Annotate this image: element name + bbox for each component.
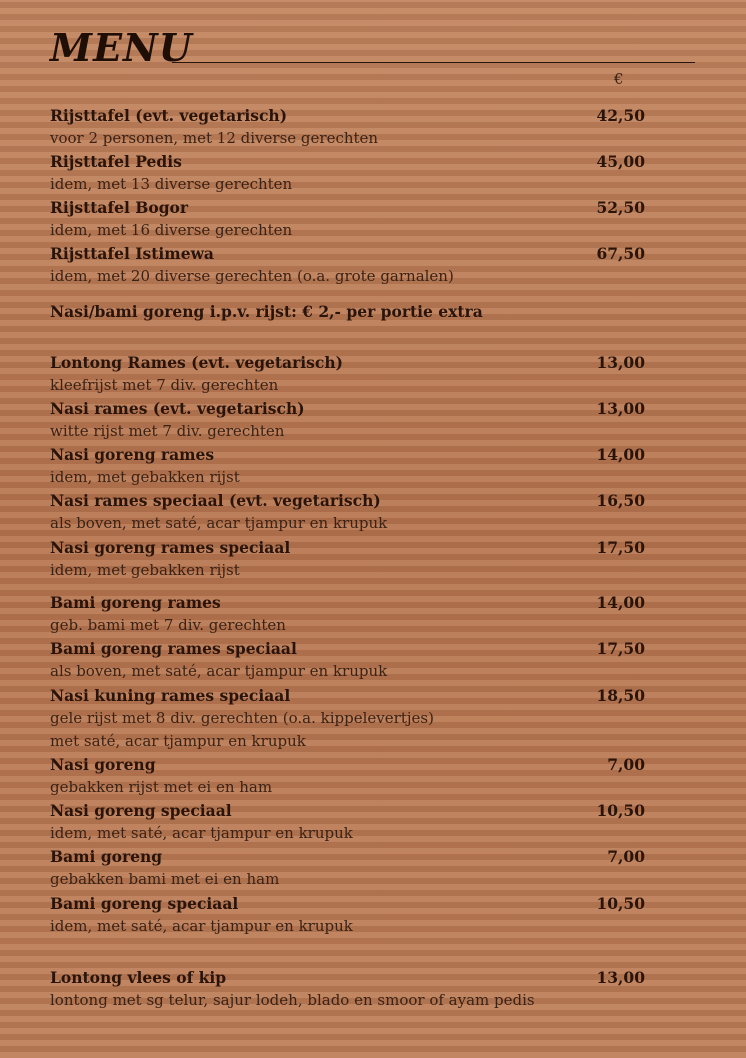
dish-price: 7,00 [607,847,645,866]
menu-item [50,104,645,150]
menu-item-row [50,489,645,512]
dish-name: Nasi goreng rames [50,445,215,464]
dish-name: Bami goreng rames speciaal [50,639,297,658]
dish-name: Bami goreng speciaal [50,894,239,913]
dish-description: idem, met saté, acar tjampur en krupuk [50,824,353,842]
dish-description: kleefrijst met 7 div. gerechten [50,376,279,394]
dish-price: 52,50 [596,198,645,217]
menu-item [50,591,645,637]
menu-item-row [50,753,645,776]
menu-item [50,351,645,397]
dish-description: met saté, acar tjampur en krupuk [50,732,306,750]
dish-price: 42,50 [596,106,645,125]
menu-item [50,684,645,753]
menu-item-row [50,799,645,822]
dish-description: voor 2 personen, met 12 diverse gerechten [50,129,379,147]
dish-price: 45,00 [596,152,645,171]
dish-description: idem, met gebakken rijst [50,468,240,486]
dish-description: idem, met 13 diverse gerechten [50,175,293,193]
menu-item [50,397,645,443]
dish-price: 13,00 [596,399,645,418]
dish-name: Rijsttafel Bogor [50,198,189,217]
dish-price: 7,00 [607,755,645,774]
page-title: MENU [50,25,193,70]
dish-description: geb. bami met 7 div. gerechten [50,616,286,634]
extra-note: Nasi/bami goreng i.p.v. rijst: € 2,- per portie extra [50,302,483,321]
menu-item-row [50,397,645,420]
menu-item-row [50,892,645,915]
menu-item [50,196,645,242]
dish-description: als boven, met saté, acar tjampur en krupuk [50,514,388,532]
dish-description: gebakken bami met ei en ham [50,870,280,888]
dish-price: 14,00 [596,445,645,464]
menu-item [50,536,645,582]
dish-description: idem, met 20 diverse gerechten (o.a. grote garnalen) [50,267,454,285]
dish-name: Nasi kuning rames speciaal [50,686,291,705]
dish-description: idem, met 16 diverse gerechten [50,221,293,239]
menu-item-row [50,104,645,127]
menu-item-row [50,443,645,466]
menu-item-row [50,637,645,660]
menu-item [50,489,645,535]
dish-price: 67,50 [596,244,645,263]
dish-name: Nasi goreng speciaal [50,801,232,820]
dish-price: 13,00 [596,353,645,372]
menu-item [50,242,645,288]
menu-item-row [50,150,645,173]
dish-description: gebakken rijst met ei en ham [50,778,273,796]
dish-description: gele rijst met 8 div. gerechten (o.a. kippelevertjes) [50,709,434,727]
menu-item-row [50,536,645,559]
dish-name: Lontong Rames (evt. vegetarisch) [50,353,343,372]
menu-item-row [50,196,645,219]
dish-name: Rijsttafel (evt. vegetarisch) [50,106,288,125]
dish-description: witte rijst met 7 div. gerechten [50,422,285,440]
menu-item [50,150,645,196]
menu-item-row [50,966,645,989]
dish-price: 13,00 [596,968,645,987]
menu-item [50,799,645,845]
menu-item-row [50,591,645,614]
dish-name: Rijsttafel Istimewa [50,244,214,263]
currency-header: € [614,70,624,88]
dish-price: 16,50 [596,491,645,510]
menu-item [50,443,645,489]
dish-description: lontong met sg telur, sajur lodeh, blado en smoor of ayam pedis [50,991,535,1009]
dish-description: idem, met saté, acar tjampur en krupuk [50,917,353,935]
dish-price: 18,50 [596,686,645,705]
menu-item [50,966,645,1012]
dish-price: 14,00 [596,593,645,612]
dish-description: idem, met gebakken rijst [50,561,240,579]
menu-item [50,845,645,891]
dish-name: Nasi rames (evt. vegetarisch) [50,399,305,418]
menu-item [50,637,645,683]
menu-item-row [50,845,645,868]
menu-item-row [50,242,645,265]
dish-price: 10,50 [596,801,645,820]
dish-name: Lontong vlees of kip [50,968,227,987]
menu-item [50,892,645,938]
menu-item-row [50,684,645,707]
dish-name: Nasi rames speciaal (evt. vegetarisch) [50,491,381,510]
dish-price: 17,50 [596,538,645,557]
dish-name: Rijsttafel Pedis [50,152,182,171]
menu-item [50,753,645,799]
dish-name: Nasi goreng [50,755,156,774]
dish-price: 17,50 [596,639,645,658]
title-rule [172,62,695,63]
dish-name: Bami goreng rames [50,593,221,612]
dish-price: 10,50 [596,894,645,913]
dish-description: als boven, met saté, acar tjampur en krupuk [50,662,388,680]
dish-name: Nasi goreng rames speciaal [50,538,291,557]
dish-name: Bami goreng [50,847,163,866]
menu-item-row [50,351,645,374]
